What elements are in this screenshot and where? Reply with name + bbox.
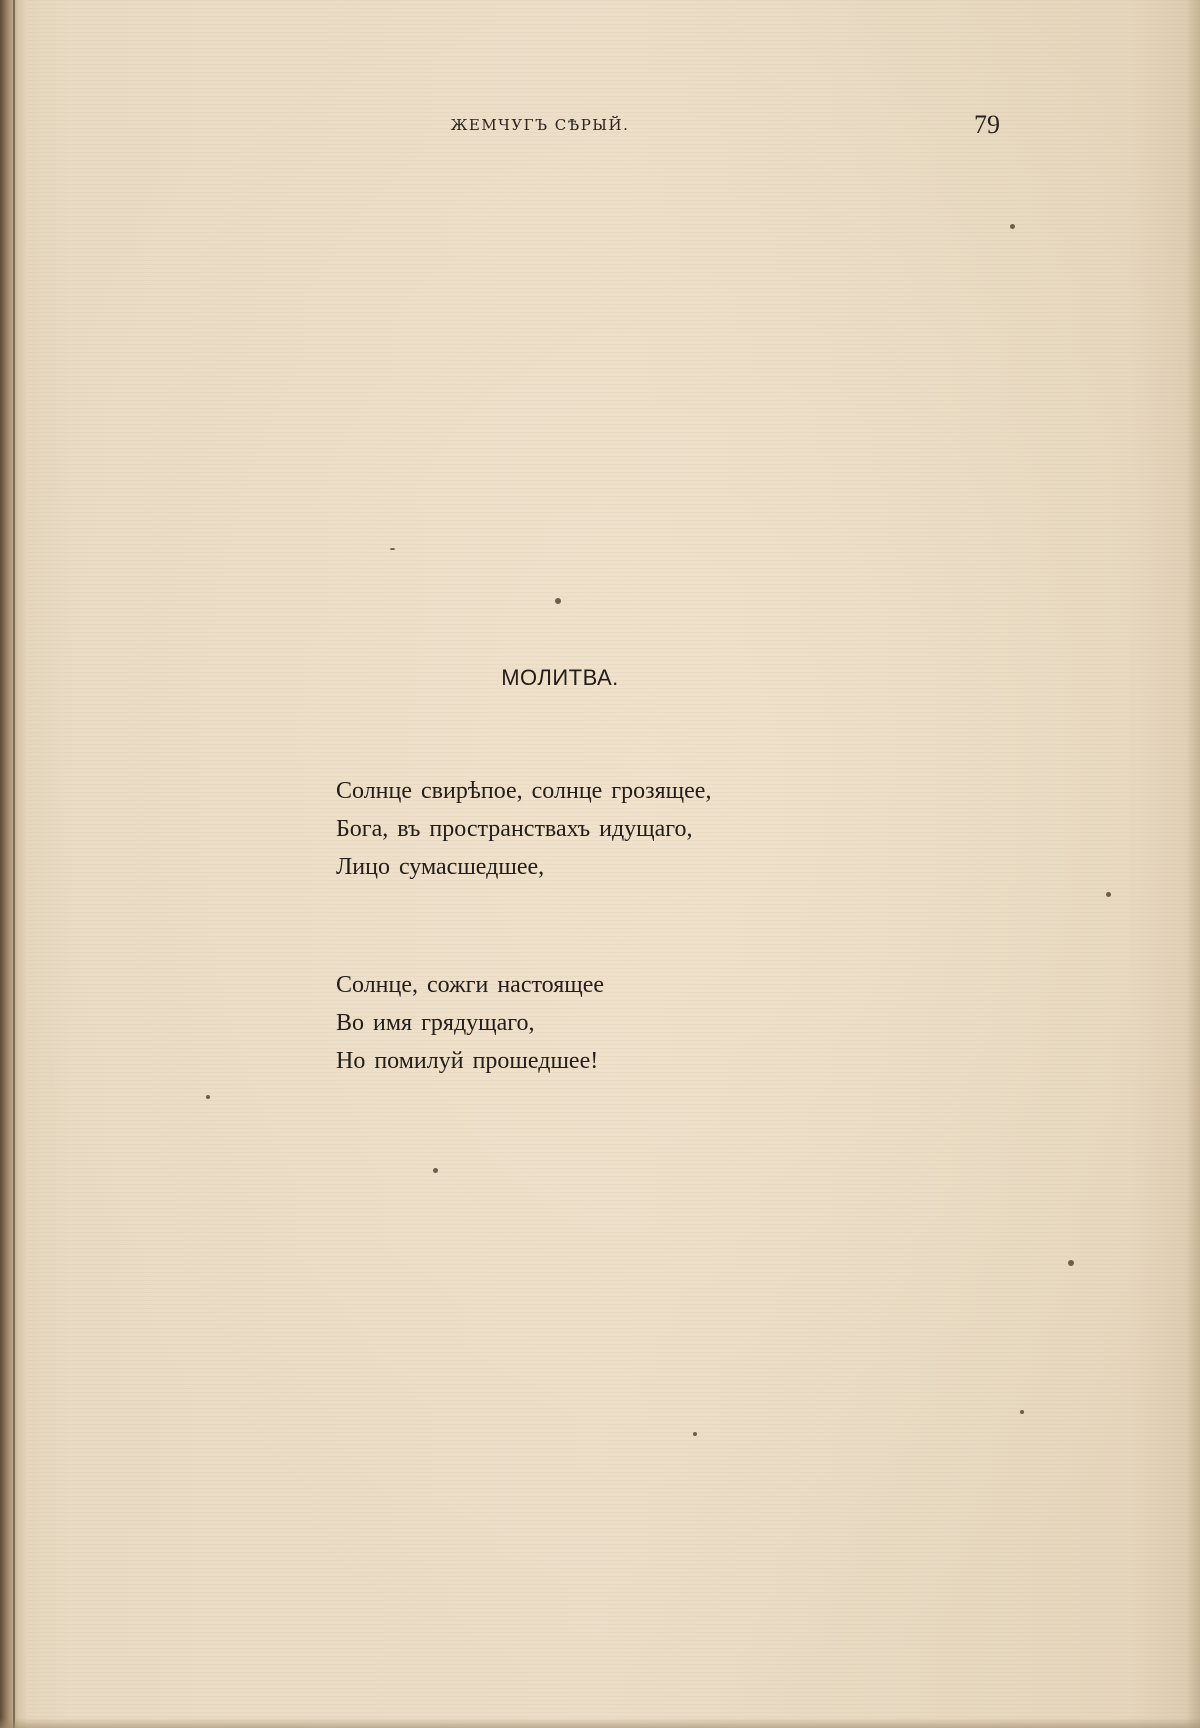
paper-speck [433,1168,438,1173]
running-head: ЖЕМЧУГЪ СѢРЫЙ. [450,116,630,134]
paper-speck [555,598,561,604]
verse-line: Солнце, сожги настоящее [336,972,605,998]
page-number: 79 [974,110,1000,139]
verse-line: Во имя грядущаго, [336,1010,535,1036]
poem-title: МОЛИТВА. [501,665,619,690]
verse-line: Бога, въ пространствахъ идущаго, [336,816,693,842]
verse-line: Солнце свирѣпое, солнце грозящее, [336,778,712,804]
page-bottom-edge [0,1718,1200,1728]
paper-speck [1020,1410,1024,1414]
paper-speck [693,1432,697,1436]
verse-line: Но помилуй прошедшее! [336,1048,599,1074]
stanza-1 [336,772,856,886]
paper-speck [390,548,395,550]
paper-speck [206,1095,210,1099]
binding-fold-line [13,0,15,1728]
paper-speck [1068,1260,1074,1266]
verse-line: Лицо сумасшедшее, [336,854,545,880]
page-right-edge [1186,0,1200,1728]
paper-speck [1010,224,1015,229]
stanza-2 [336,966,856,1080]
paper-speck [1106,892,1111,897]
